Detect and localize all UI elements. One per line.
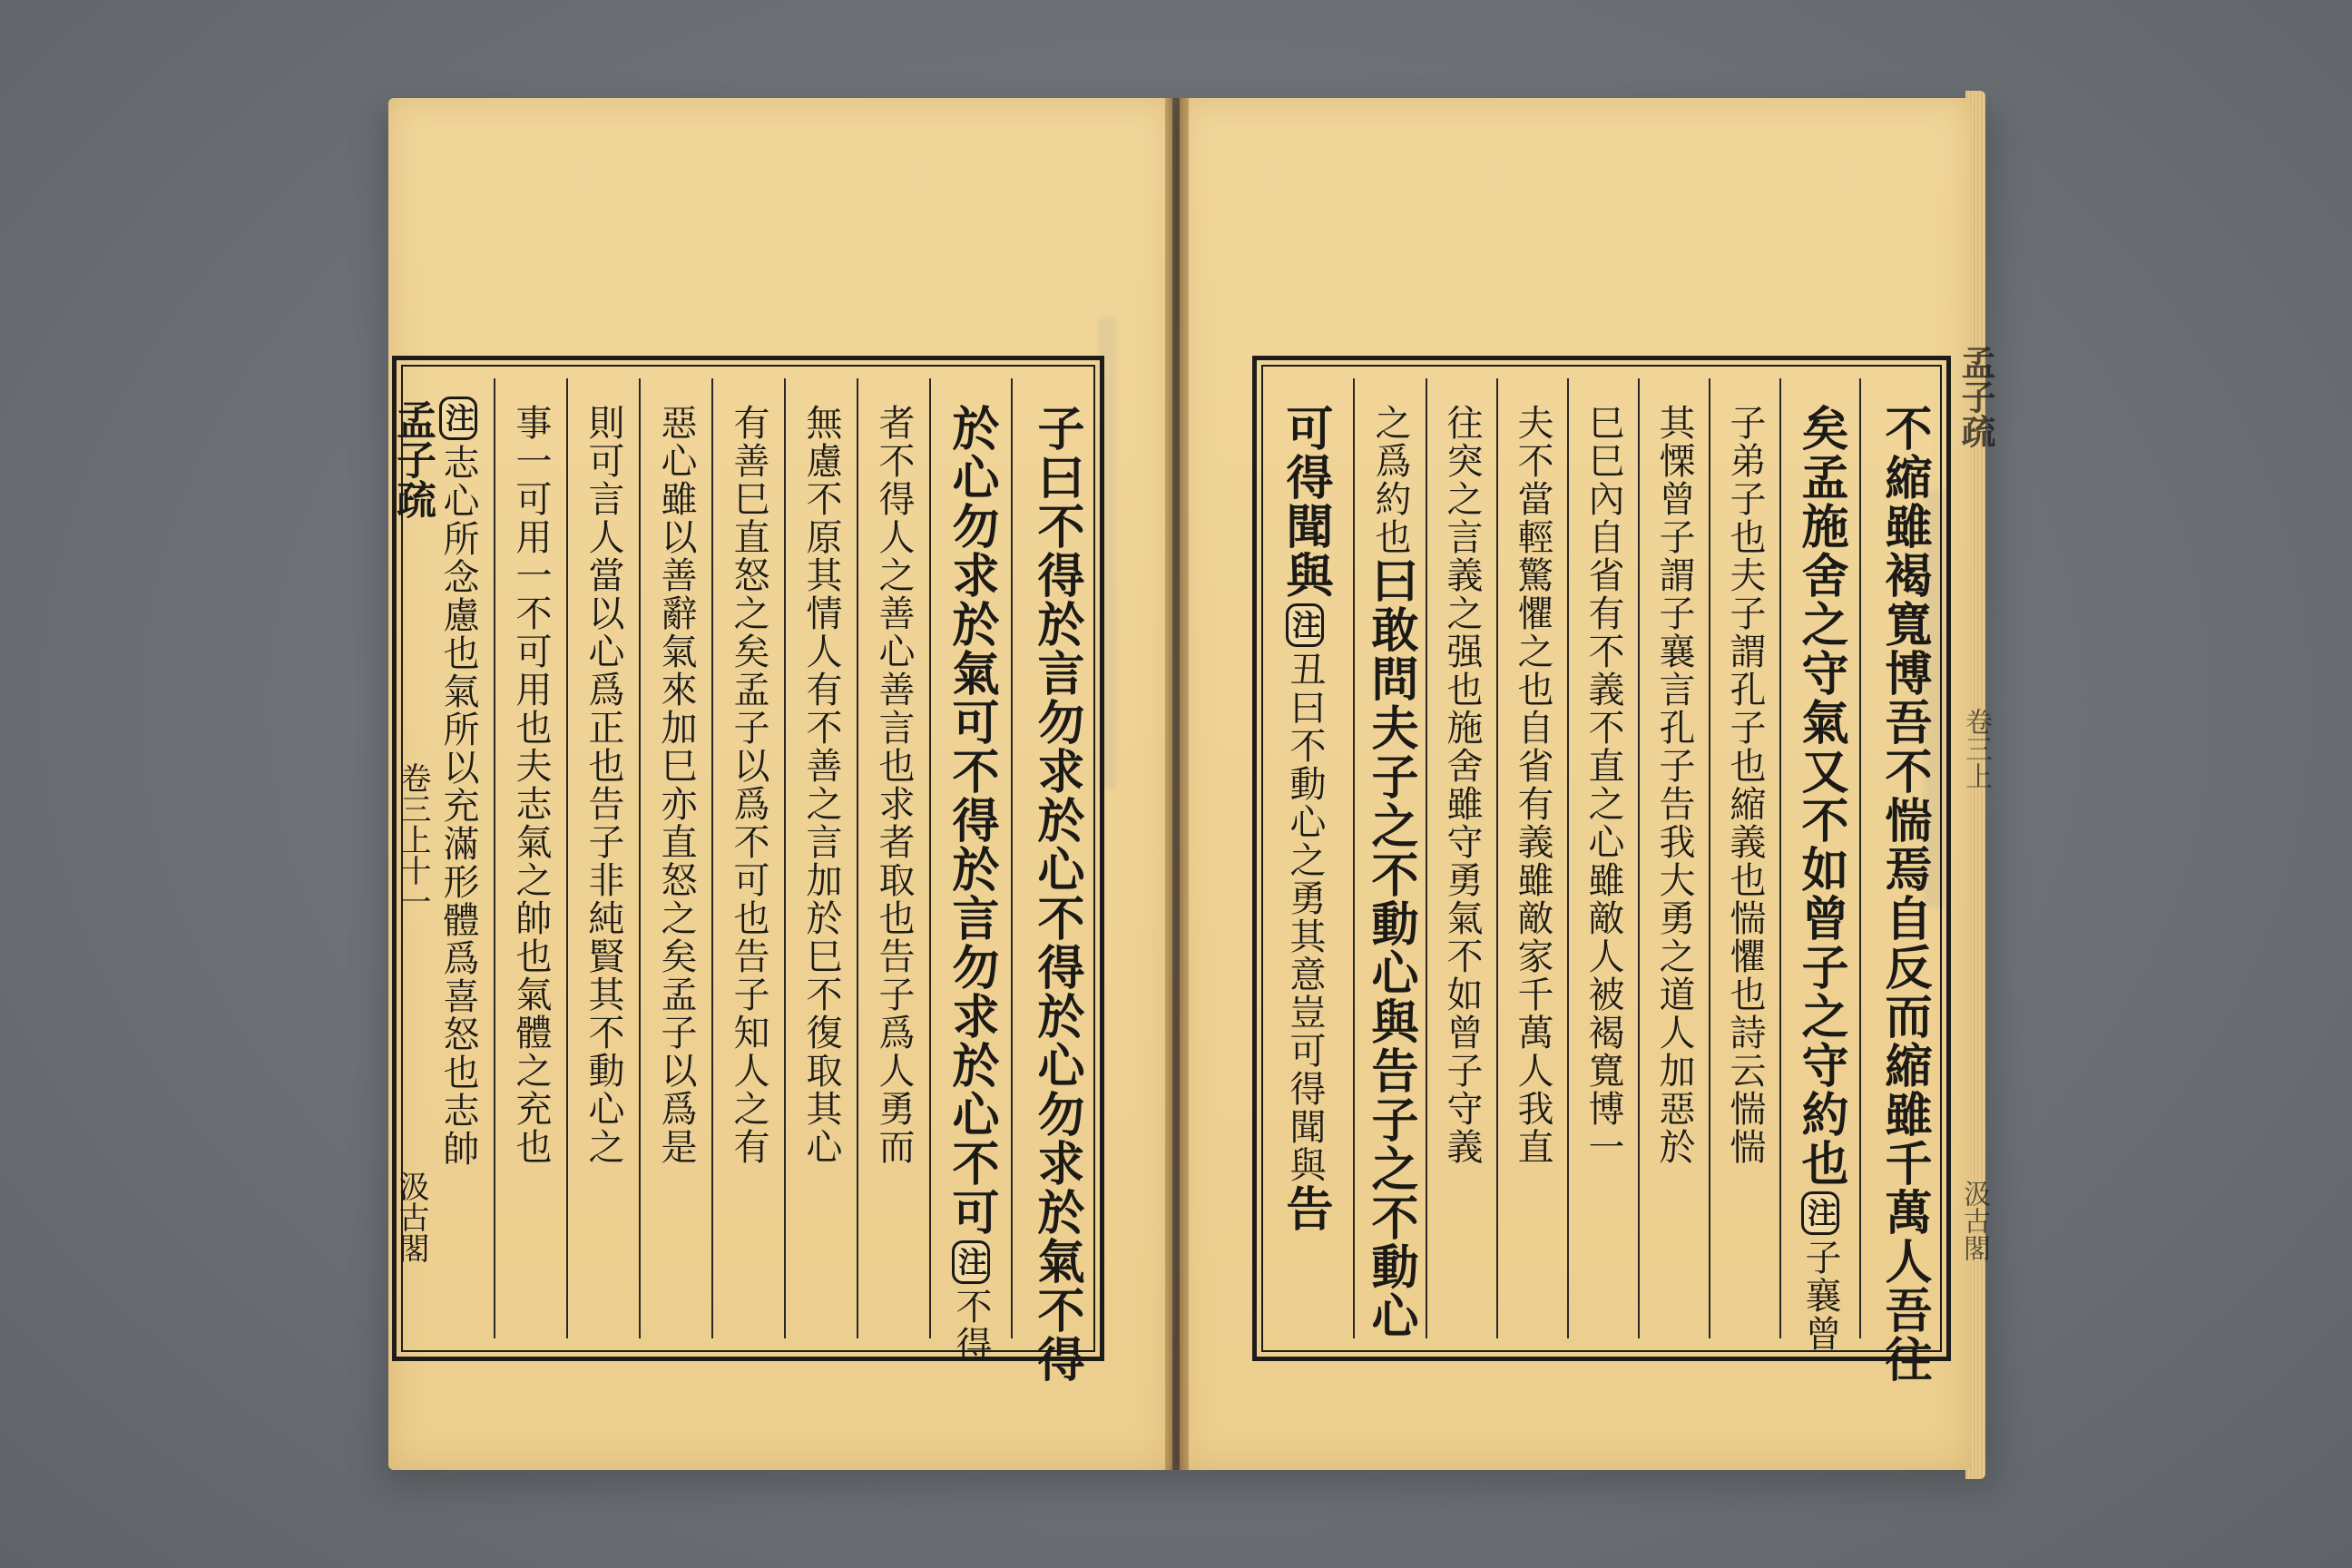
column-text	[944, 404, 999, 1364]
column-text: 子曰不得於言勿求於心不得於心勿求於氣不得	[1029, 404, 1084, 1384]
column-text: 往突之言義之强也施舍雖守勇氣不如曾子守義	[1441, 404, 1483, 1166]
column-text: 惡心雖以善辭氣來加巳亦直怒之矣孟子以爲是	[655, 404, 697, 1166]
commentary-text: 子襄曾	[1799, 1239, 1841, 1353]
column-text	[1363, 404, 1418, 1340]
commentary-marker: 注	[439, 397, 477, 440]
commentary-marker: 注	[952, 1240, 990, 1284]
main-text: 曰敢問夫子之不動心與告子之不動心	[1363, 556, 1418, 1340]
text-column	[931, 378, 1013, 1364]
margin-press-name: 汲古閣	[1958, 1180, 1990, 1261]
commentary-marker: 注	[1286, 603, 1324, 647]
text-column	[495, 378, 568, 1338]
text-column	[1710, 378, 1781, 1338]
column-text	[1278, 404, 1333, 1233]
main-text: 告	[1278, 1184, 1333, 1233]
text-column	[1861, 378, 1946, 1384]
commentary-text: 丑曰不動心之勇其意豈可得聞與	[1284, 651, 1326, 1184]
commentary-marker: 注	[1801, 1191, 1839, 1235]
column-text: 夫不當輕驚懼之也自省有義雖敵家千萬人我直	[1512, 404, 1553, 1166]
text-column	[1781, 378, 1861, 1353]
text-column	[1257, 378, 1355, 1338]
margin-press-name: 汲古閣	[393, 1171, 429, 1263]
margin-juan-number: 卷三上	[1960, 708, 1992, 789]
text-column	[858, 378, 931, 1338]
text-column	[786, 378, 858, 1338]
text-column	[1640, 378, 1710, 1338]
main-text: 矣孟施舍之守氣又不如曾子之守約也	[1793, 404, 1848, 1188]
text-column	[1427, 378, 1498, 1338]
column-text: 子弟子也夫子謂孔子也縮義也惴懼也詩云惴惴	[1724, 404, 1766, 1166]
text-column	[568, 378, 641, 1338]
text-column	[1498, 378, 1569, 1338]
text-column	[423, 378, 495, 1338]
commentary-text: 志心所念慮也氣所以充滿形體爲喜怒也志帥	[437, 444, 479, 1168]
column-text: 無慮不原其情人有不善之言加於巳不復取其心	[800, 404, 842, 1166]
column-text	[439, 393, 477, 1168]
column-text: 其慄曾子謂子襄言孔子告我大勇之道人加惡於	[1653, 404, 1695, 1166]
column-text: 者不得人之善心善言也求者取也告子爲人勇而	[873, 404, 915, 1166]
commentary-text: 之爲約也	[1369, 404, 1411, 556]
text-column	[1013, 378, 1100, 1384]
right-text-frame	[1252, 356, 1951, 1384]
column-text: 不縮雖褐寬博吾不惴焉自反而縮雖千萬人吾往	[1877, 404, 1932, 1384]
main-text: 可得聞與	[1278, 404, 1333, 600]
left-text-frame	[389, 356, 1104, 1384]
margin-book-title: 孟子疏	[389, 399, 436, 519]
margin-juan-number: 卷三上十一	[395, 762, 431, 916]
book-gutter	[1165, 98, 1189, 1470]
text-column	[641, 378, 713, 1338]
margin-book-title: 孟子疏	[1955, 345, 1996, 448]
column-text: 事一可用一不可用也夫志氣之帥也氣體之充也	[510, 404, 552, 1166]
main-text: 於心勿求於氣可不得於言勿求於心不可	[944, 404, 999, 1237]
commentary-text: 不得	[950, 1288, 992, 1364]
text-column	[1355, 378, 1427, 1338]
text-column	[713, 378, 786, 1338]
column-text: 有善巳直怒之矣孟子以爲不可也告子知人之有	[728, 404, 769, 1166]
column-text	[1793, 404, 1848, 1353]
column-text: 則可言人當以心爲正也告子非純賢其不動心之	[583, 404, 624, 1166]
text-column	[1569, 378, 1640, 1338]
column-text: 巳巳內自省有不義不直之心雖敵人被褐寬博一	[1583, 404, 1624, 1166]
